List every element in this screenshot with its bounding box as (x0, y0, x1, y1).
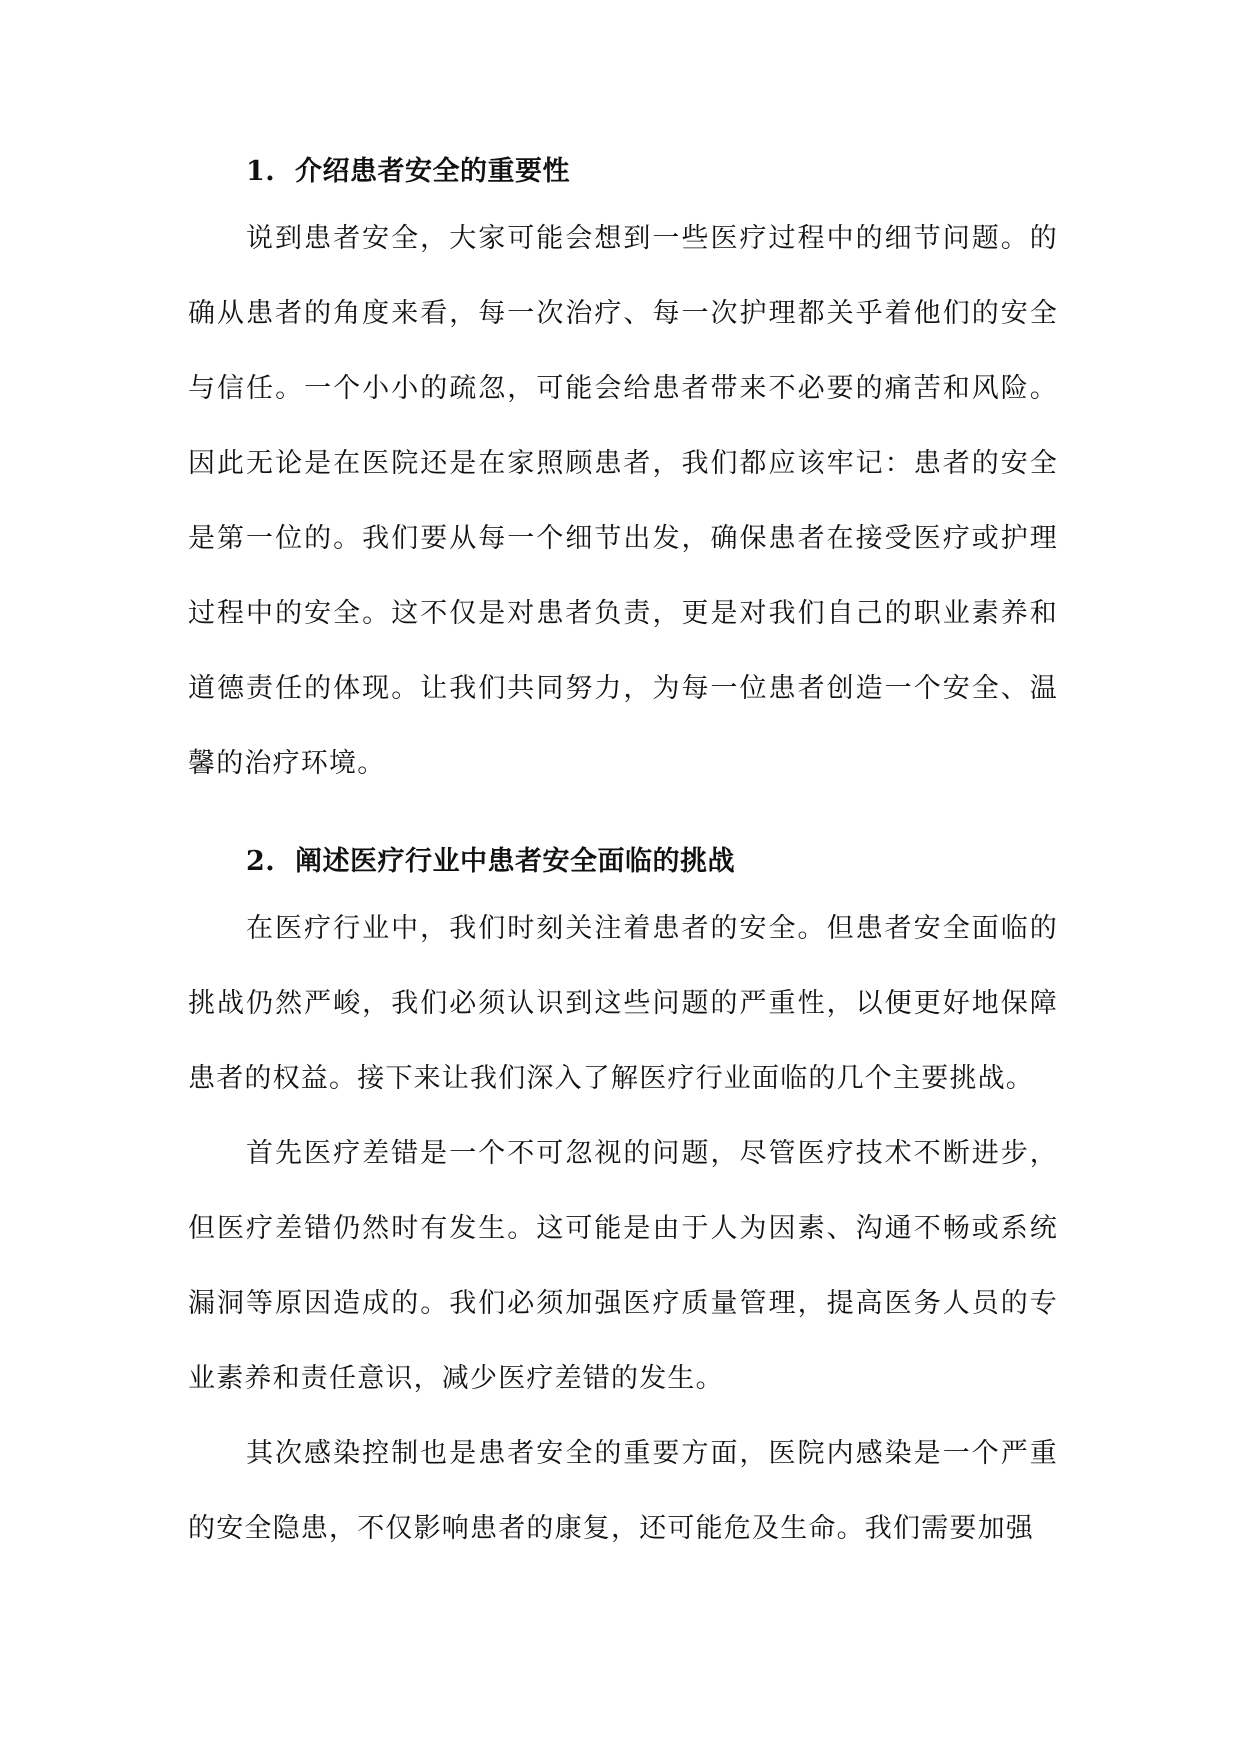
section-2-paragraph-1: 在医疗行业中，我们时刻关注着患者的安全。但患者安全面临的挑战仍然严峻，我们必须认识到这些问题的严重性，以便更好地保障患者的权益。接下来让我们深入了解医疗行业面临的几个主要挑战。 (188, 913, 1058, 1094)
section-1-paragraph-1: 说到患者安全，大家可能会想到一些医疗过程中的细节问题。的确从患者的角度来看，每一次治疗、每一次护理都关乎着他们的安全与信任。一个小小的疏忽，可能会给患者带来不必要的痛苦和风险。因此无论是在医院还是在家照顾患者，我们都应该牢记：患者的安全是第一位的。我们要从每一个细节出发，确保患者在接受医疗或护理过程中的安全。这不仅是对患者负责，更是对我们自己的职业素养和道德责任的体现。让我们共同努力，为每一位患者创造一个安全、温馨的治疗环境。 (188, 223, 1058, 779)
section-2-title: 阐述医疗行业中患者安全面临的挑战 (295, 846, 735, 877)
section-2-paragraph-2: 首先医疗差错是一个不可忽视的问题，尽管医疗技术不断进步，但医疗差错仍然时有发生。这可能是由于人为因素、沟通不畅或系统漏洞等原因造成的。我们必须加强医疗质量管理，提高医务人员的专业素养和责任意识，减少医疗差错的发生。 (188, 1138, 1058, 1394)
section-2-heading (188, 837, 1058, 887)
section-2-number: 2. (246, 846, 276, 877)
section-1-body (188, 201, 1058, 801)
section-2-paragraph-3: 其次感染控制也是患者安全的重要方面，医院内感染是一个严重的安全隐患，不仅影响患者的康复，还可能危及生命。我们需要加强 (188, 1438, 1058, 1544)
section-2-body (188, 891, 1058, 1566)
document-body (188, 147, 1058, 1566)
section-1-heading (188, 147, 1058, 197)
section-1-number: 1. (246, 156, 276, 187)
section-1-title: 介绍患者安全的重要性 (295, 156, 570, 187)
